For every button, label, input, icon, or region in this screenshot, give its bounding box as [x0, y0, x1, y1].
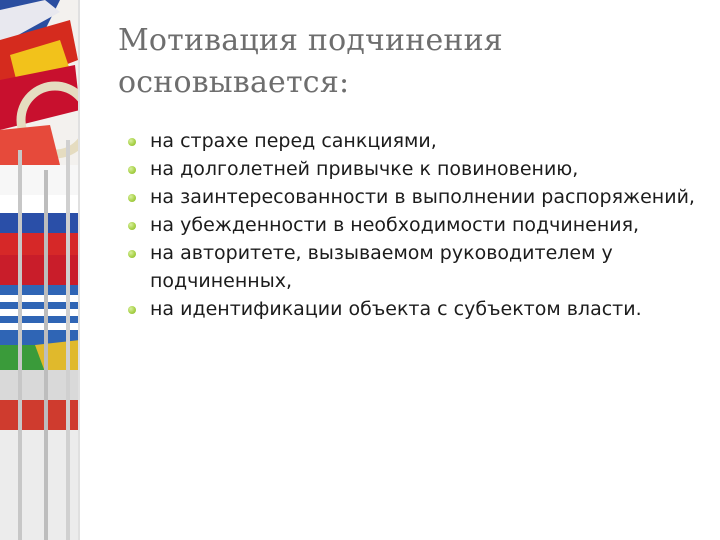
bullet-icon	[128, 306, 136, 314]
bullet-text: на страхе перед санкциями,	[150, 130, 437, 152]
list-item	[128, 211, 708, 239]
title-line-2: основывается:	[118, 65, 350, 100]
list-item	[128, 155, 708, 183]
bullet-text: на заинтересованности в выполнении распоряжений,	[150, 186, 695, 208]
title-line-1: Мотивация подчинения	[118, 23, 503, 58]
list-item	[128, 239, 708, 295]
bullet-icon	[128, 250, 136, 258]
bullet-text: на долголетней привычке к повиновению,	[150, 158, 579, 180]
list-item	[128, 295, 708, 323]
bullet-icon	[128, 222, 136, 230]
bullet-icon	[128, 194, 136, 202]
list-item	[128, 183, 708, 211]
bullet-list	[128, 127, 708, 323]
flags-decoration	[0, 0, 80, 540]
bullet-text: на авторитете, вызываемом руководителем у подчиненных,	[150, 242, 613, 292]
bullet-icon	[128, 138, 136, 146]
bullet-text: на идентификации объекта с субъектом власти.	[150, 298, 642, 320]
bullet-text: на убежденности в необходимости подчинения,	[150, 214, 640, 236]
list-item	[128, 127, 708, 155]
bullet-icon	[128, 166, 136, 174]
slide-title	[118, 20, 678, 104]
